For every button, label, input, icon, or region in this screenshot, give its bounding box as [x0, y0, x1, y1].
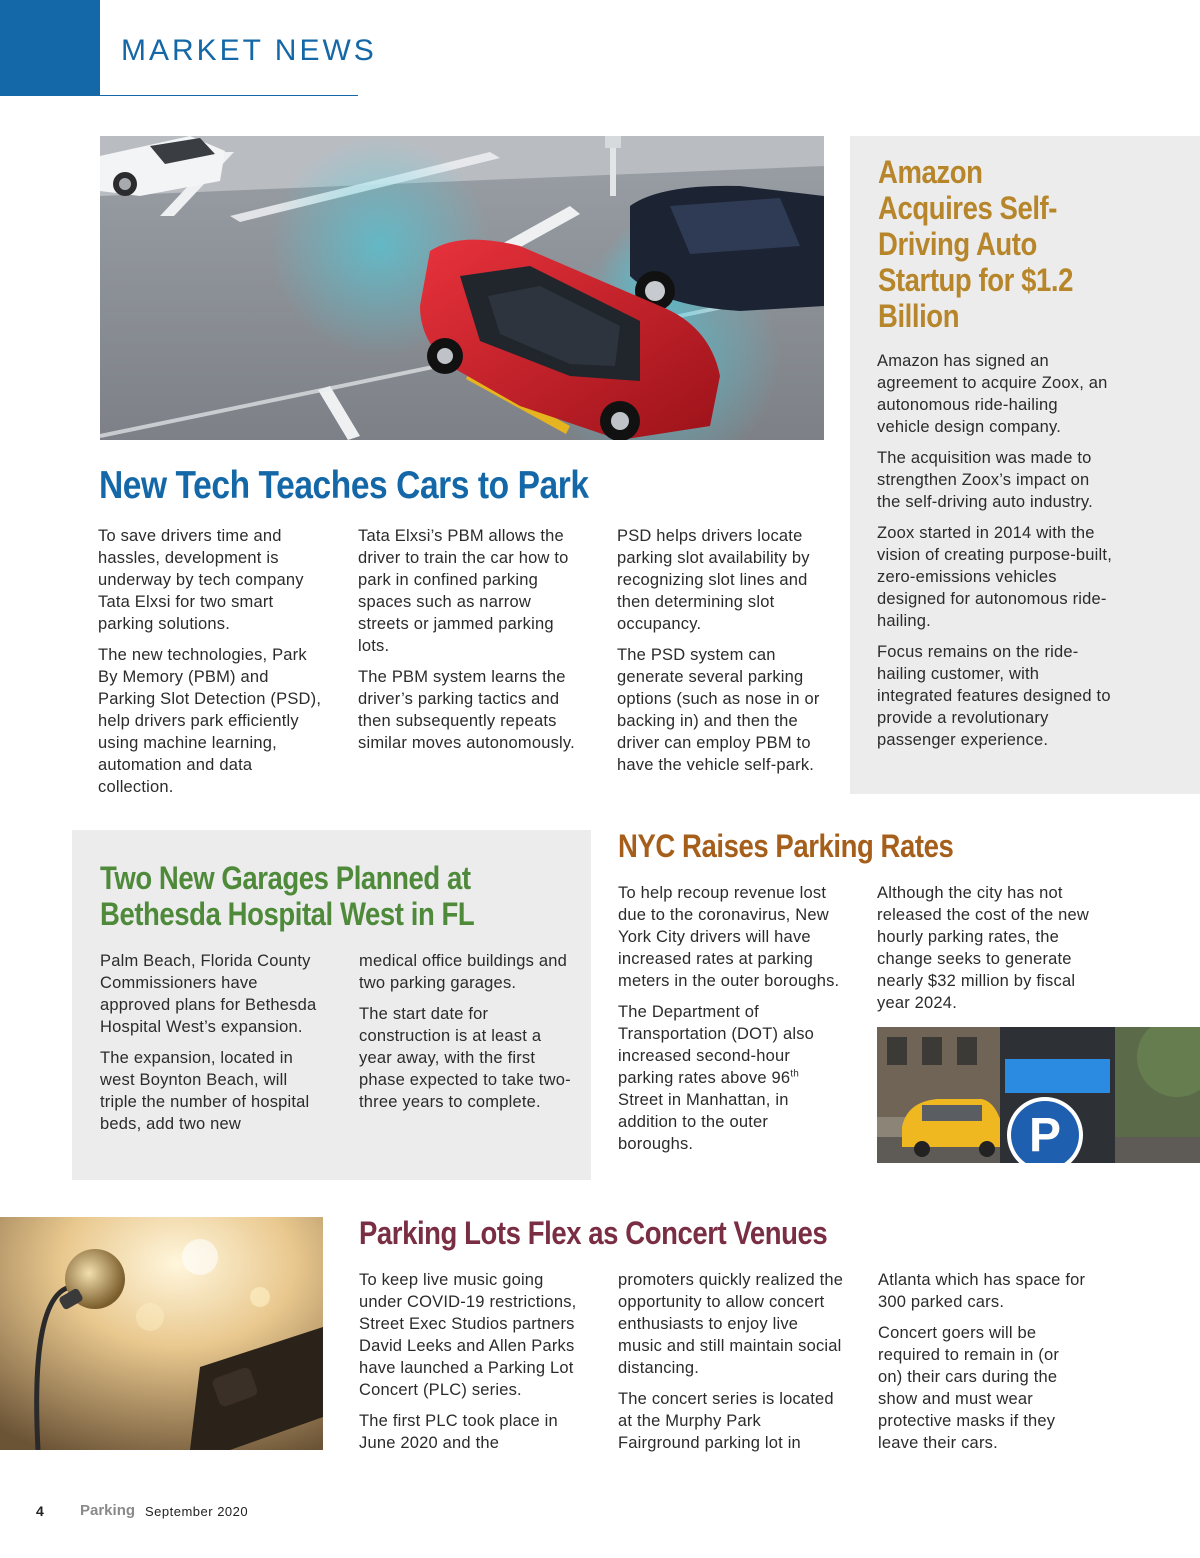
garage-column-1 — [100, 950, 322, 1144]
tech-column-1 — [98, 525, 326, 807]
concert-col3-paragraph: Concert goers will be required to remain in (or on) their cars during the show and must wear protective masks if they leave their cars. — [878, 1324, 1060, 1452]
concert-col2-paragraph: The concert series is located at the Murphy Park Fairground parking lot in — [618, 1390, 834, 1452]
nyc-col2-paragraph: Although the city has not released the cost of the new hourly parking rates, the change seeks to generate nearly $32 million by fiscal year 2024. — [877, 884, 1089, 1012]
tech-headline: New Tech Teaches Cars to Park — [99, 464, 589, 507]
nyc-p2-text-end: Street in Manhattan, in addition to the outer boroughs. — [618, 1091, 789, 1153]
amazon-body — [877, 350, 1112, 760]
amazon-paragraph: Focus remains on the ride-hailing customer, with integrated features designed to provide a revolutionary passenger experience. — [877, 643, 1111, 749]
section-title-rule — [100, 95, 358, 96]
concert-col1-paragraph: The first PLC took place in June 2020 and the — [359, 1412, 558, 1452]
tech-col1-paragraph: The new technologies, Park By Memory (PBM) and Parking Slot Detection (PSD), help drivers park efficiently using machine learning, automation and data collection. — [98, 646, 322, 796]
parking-assist-illustration — [100, 136, 824, 440]
amazon-paragraph: Amazon has signed an agreement to acquire Zoox, an autonomous ride-hailing vehicle design company. — [877, 352, 1108, 436]
nyc-headline: NYC Raises Parking Rates — [618, 828, 954, 864]
garage-article-box — [72, 830, 591, 1180]
tech-col2-paragraph: The PBM system learns the driver’s parking tactics and then subsequently repeats similar moves autonomously. — [358, 668, 575, 752]
concert-col1-paragraph: To keep live music going under COVID-19 restrictions, Street Exec Studios partners David Leeks and Allen Parks have launched a Parking Lot Concert (PLC) series. — [359, 1271, 577, 1399]
nyc-column-2 — [877, 882, 1105, 1023]
magazine-name: Parking — [80, 1502, 136, 1519]
concert-headline: Parking Lots Flex as Concert Venues — [359, 1215, 828, 1251]
tech-column-3 — [617, 525, 839, 785]
nyc-p2-text: The Department of Transportation (DOT) also increased second-hour parking rates above 96 — [618, 1003, 815, 1087]
nyc-parking-meter-photo — [877, 1027, 1200, 1163]
concert-column-2 — [618, 1269, 844, 1463]
nyc-column-1 — [618, 882, 842, 1164]
garage-col1-paragraph: The expansion, located in west Boynton Beach, will triple the number of hospital beds, add two new — [100, 1049, 310, 1133]
section-color-block — [0, 0, 100, 96]
amazon-headline: Amazon Acquires Self-Driving Auto Startup for $1.2 Billion — [878, 154, 1073, 334]
tech-col3-paragraph: The PSD system can generate several parking options (such as nose in or backing in) and then the driver can employ PBM to have the vehicle self-park. — [617, 646, 820, 774]
amazon-paragraph: Zoox started in 2014 with the vision of creating purpose-built, zero-emissions vehicles designed for autonomous ride-hailing. — [877, 524, 1112, 630]
garage-headline: Two New Garages Planned at Bethesda Hospital West in FL — [100, 860, 475, 932]
nyc-col1-paragraph: To help recoup revenue lost due to the coronavirus, New York City drivers will have increased rates at parking meters in the outer boroughs. — [618, 884, 840, 990]
garage-col1-paragraph: Palm Beach, Florida County Commissioners have approved plans for Bethesda Hospital West’s expansion. — [100, 952, 317, 1036]
concert-col3-paragraph: Atlanta which has space for 300 parked cars. — [878, 1271, 1086, 1311]
concert-column-3 — [878, 1269, 1088, 1463]
garage-col2-paragraph: medical office buildings and two parking garages. — [359, 952, 568, 992]
tech-col3-paragraph: PSD helps drivers locate parking slot availability by recognizing slot lines and then determining slot occupancy. — [617, 527, 810, 633]
parking-sign-letter: P — [1028, 1109, 1062, 1162]
concert-column-1 — [359, 1269, 585, 1463]
issue-date: September 2020 — [145, 1504, 249, 1519]
tech-column-2 — [358, 525, 586, 763]
concert-microphone-photo — [0, 1217, 323, 1450]
page-number: 4 — [36, 1503, 44, 1519]
tech-col1-paragraph: To save drivers time and hassles, development is underway by tech company Tata Elxsi for two smart parking solutions. — [98, 527, 304, 633]
amazon-paragraph: The acquisition was made to strengthen Zoox’s impact on the self-driving auto industry. — [877, 449, 1093, 511]
tech-col2-paragraph: Tata Elxsi’s PBM allows the driver to train the car how to park in confined parking spaces such as narrow streets or jammed parking lots. — [358, 527, 569, 655]
nyc-col1-paragraph — [618, 1001, 842, 1155]
section-title: MARKET NEWS — [121, 34, 377, 67]
nyc-p2-ordinal: th — [790, 1068, 800, 1080]
garage-column-2 — [359, 950, 571, 1122]
concert-col2-paragraph: promoters quickly realized the opportunity to allow concert enthusiasts to enjoy live music and still maintain social distancing. — [618, 1271, 844, 1377]
garage-col2-paragraph: The start date for construction is at least a year away, with the first phase expected to take two-three years to complete. — [359, 1005, 571, 1111]
amazon-sidebar — [850, 136, 1200, 794]
